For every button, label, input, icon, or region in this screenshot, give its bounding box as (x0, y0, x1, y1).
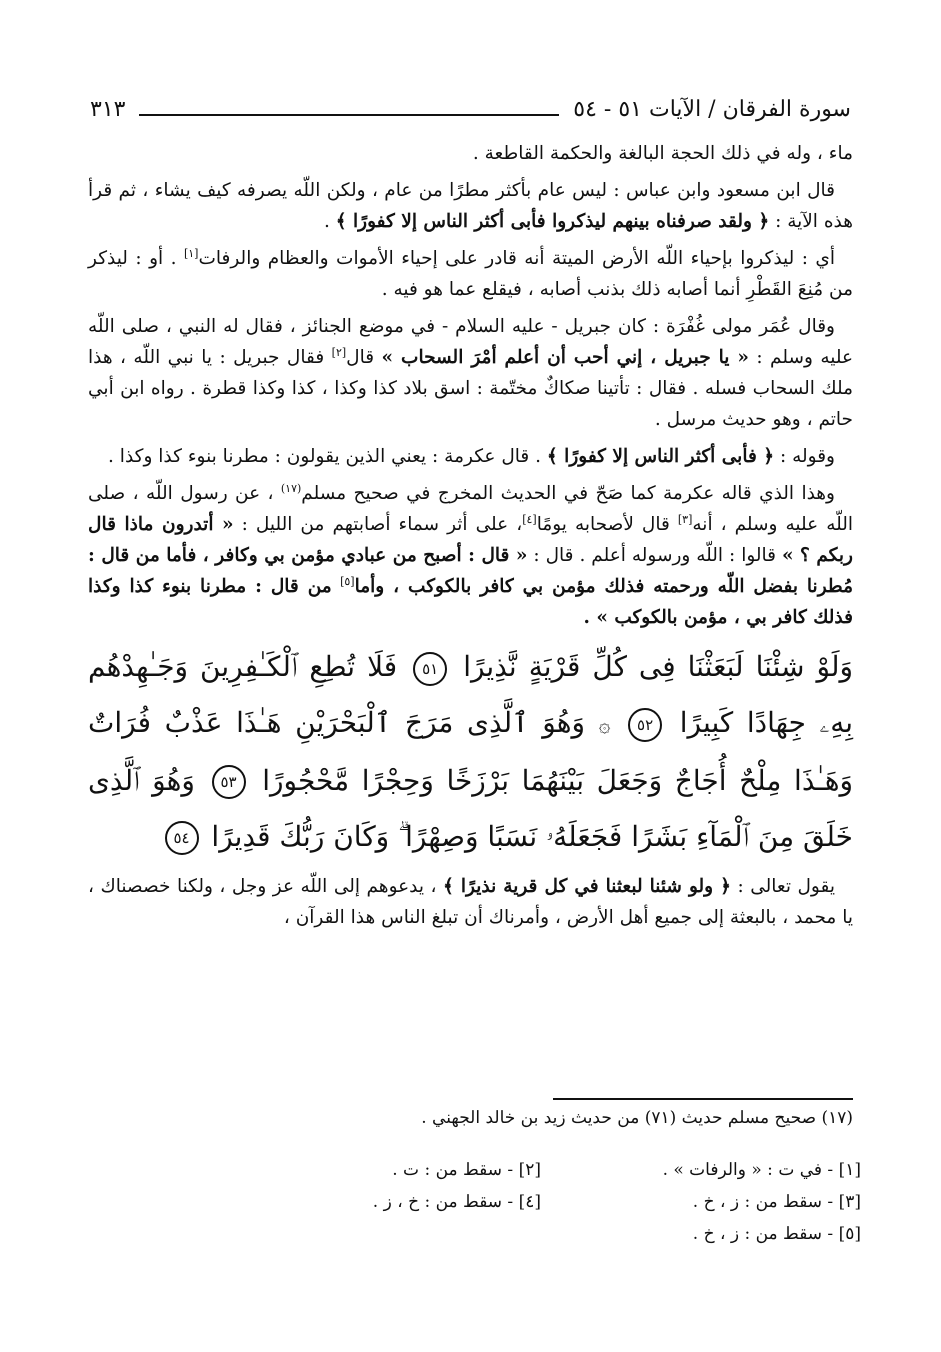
note-2: [٢] - سقط من : ت . (392, 1160, 541, 1180)
footnote-ref-2[interactable]: [٢] (331, 345, 347, 359)
main-text (88, 138, 853, 939)
quran-quote: ﴿ ولو شئنا لبعثنا في كل قرية نذيرًا ﴾ (442, 875, 731, 897)
quran-quote: ﴿ ولقد صرفناه بينهم ليذكروا فأبى أكثر الناس إلا كفورًا ﴾ (335, 211, 770, 232)
hadith-quote: « يا جبريل ، إني أحب أن أعلم أمْرَ السحاب » (381, 347, 749, 368)
ayah-number-marker: ٥٤ (165, 821, 199, 855)
ayah-53: وَهُوَ ٱلَّذِى مَرَجَ ٱلْبَحْرَيْنِ هَـٰذَا عَذْبٌ فُرَاتٌ وَهَـٰذَا مِلْحٌ أُجَاجٌ وَجَعَلَ بَيْنَهُمَا بَرْزَخًا وَحِجْرًا مَّحْجُورًا (88, 706, 854, 797)
ayah-51: وَلَوْ شِئْنَا لَبَعَثْنَا فِى كُلِّ قَرْيَةٍ نَّذِيرًا (463, 650, 854, 683)
footnote-ref-17[interactable]: (١٧) (280, 481, 302, 495)
note-5: [٥] - سقط من : ز ، خ . (692, 1224, 861, 1244)
running-title: سورة الفرقان / الآيات ٥١ - ٥٤ (573, 97, 851, 122)
header-rule (139, 114, 559, 116)
ayah-number-marker: ٥٣ (212, 765, 246, 799)
quran-quote: ﴿ فأبى أكثر الناس إلا كفورًا ﴾ (546, 446, 775, 467)
paragraph-2: قال ابن مسعود وابن عباس : ليس عام بأكثر مطرًا من عام ، ولكن اللّه يصرفه كيف يشاء ، ثم قرأ هذه الآية : ﴿ ولقد صرفناه بينهم ليذكروا فأبى أكثر الناس إلا كفورًا ﴾ . (88, 180, 853, 232)
paragraph-5: وقوله : ﴿ فأبى أكثر الناس إلا كفورًا ﴾ . قال عكرمة : يعني الذين يقولون : مطرنا بنوء كذا وكذا . (108, 446, 835, 467)
ayah-number-marker: ٥١ (413, 652, 447, 686)
footnote-ref-5[interactable]: [٥] (340, 574, 355, 588)
footnote-rule (553, 1098, 853, 1100)
apparatus-notes (261, 1156, 861, 1248)
paragraph-1: ماء ، وله في ذلك الحجة البالغة والحكمة القاطعة . (472, 143, 853, 164)
paragraph-6: وهذا الذي قاله عكرمة كما صَحّ في الحديث المخرج في صحيح مسلم$^{(١٧)}$ ، عن رسول اللّه ، صلى اللّه عليه وسلم ، أنه[٣] قال لأصحابه يومًا[٤]، على أثر سماء أصابتهم من الليل : « أتدرون ماذا قال ربكم ؟ » قالوا : اللّه ورسوله أعلم . قال : « قال : أصبح من عبادي مؤمن بي وكافر ، فأما من قال : مُطرنا بفضل اللّه ورحمته فذلك مؤمن بي كافر بالكوكب ، وأما[٥] من قال : مطرنا بنوء كذا وكذا فذلك كافر بي ، مؤمن بالكوكب » . (88, 481, 854, 628)
ayah-54: وَهُوَ ٱلَّذِى خَلَقَ مِنَ ٱلْمَآءِ بَشَرًا فَجَعَلَهُۥ نَسَبًا وَصِهْرًا ۗ وَكَانَ رَبُّكَ قَدِيرًا (88, 763, 853, 853)
note-1: [١] - في ت : « والرفات » . (662, 1160, 861, 1180)
paragraph-3: أي : ليذكروا بإحياء اللّه الأرض الميتة أنه قادر على إحياء الأموات والعظام والرفات[١] . أو : ليذكر من مُنِعَ القَطْرِ أنما أصابه ذلك بذنب أصابه ، فيقلع عما هو فيه . (88, 246, 853, 300)
paragraph-4: وقال عُمَر مولى غُفْرَة : كان جبريل - عليه السلام - في موضع الجنائز ، فقال له النبي ، صلى اللّه عليه وسلم : « يا جبريل ، إني أحب أن أعلم أمْرَ السحاب » قال[٢] فقال جبريل : يا نبي اللّه ، هذا ملك السحاب فسله . فقال : تأتينا صكاكٌ مختّمة : اسق بلاد كذا وكذا ، كذا وكذا قطرة . رواه ابن أبي حاتم ، وهو حديث مرسل . (88, 316, 854, 430)
note-3: [٣] - سقط من : ز ، خ . (692, 1192, 861, 1212)
footnote-17: (١٧) صحيح مسلم حديث (٧١) من حديث زيد بن خالد الجهني . (421, 1108, 853, 1128)
ayah-number-marker: ٥٢ (628, 708, 662, 742)
footnote-ref-1[interactable]: [١] (183, 246, 199, 260)
hadith-quote: « أتدرون ماذا قال ربكم ؟ » (88, 514, 853, 566)
quran-verses (88, 639, 853, 865)
footnote-ref-4[interactable]: [٤] (522, 512, 537, 526)
paragraph-7: يقول تعالى : ﴿ ولو شئنا لبعثنا في كل قرية نذيرًا ﴾ ، يدعوهم إلى اللّه عز وجل ، ولكنا خصصناك ، يا محمد ، بالبعثة إلى جميع أهل الأرض ، وأمرناك أن تبلغ الناس هذا القرآن ، (88, 875, 853, 928)
hadith-quote: « قال : أصبح من عبادي مؤمن بي وكافر ، فأما من قال : مُطرنا بفضل اللّه ورحمته فذلك مؤمن بي كافر بالكوكب ، وأما (88, 545, 853, 597)
sajda-star-icon: ۞ (598, 712, 611, 737)
note-4: [٤] - سقط من : خ ، ز . (372, 1192, 541, 1212)
hadith-quote: من قال : مطرنا بنوء كذا وكذا فذلك كافر بي ، مؤمن بالكوكب » . (88, 576, 853, 628)
footnote-ref-3[interactable]: [٣] (677, 512, 693, 526)
page-header (90, 86, 851, 122)
ayah-52: فَلَا تُطِعِ ٱلْكَـٰفِرِينَ وَجَـٰهِدْهُم بِهِۦ جِهَادًا كَبِيرًا (88, 650, 853, 739)
page-number: ٣١٣ (90, 97, 126, 122)
